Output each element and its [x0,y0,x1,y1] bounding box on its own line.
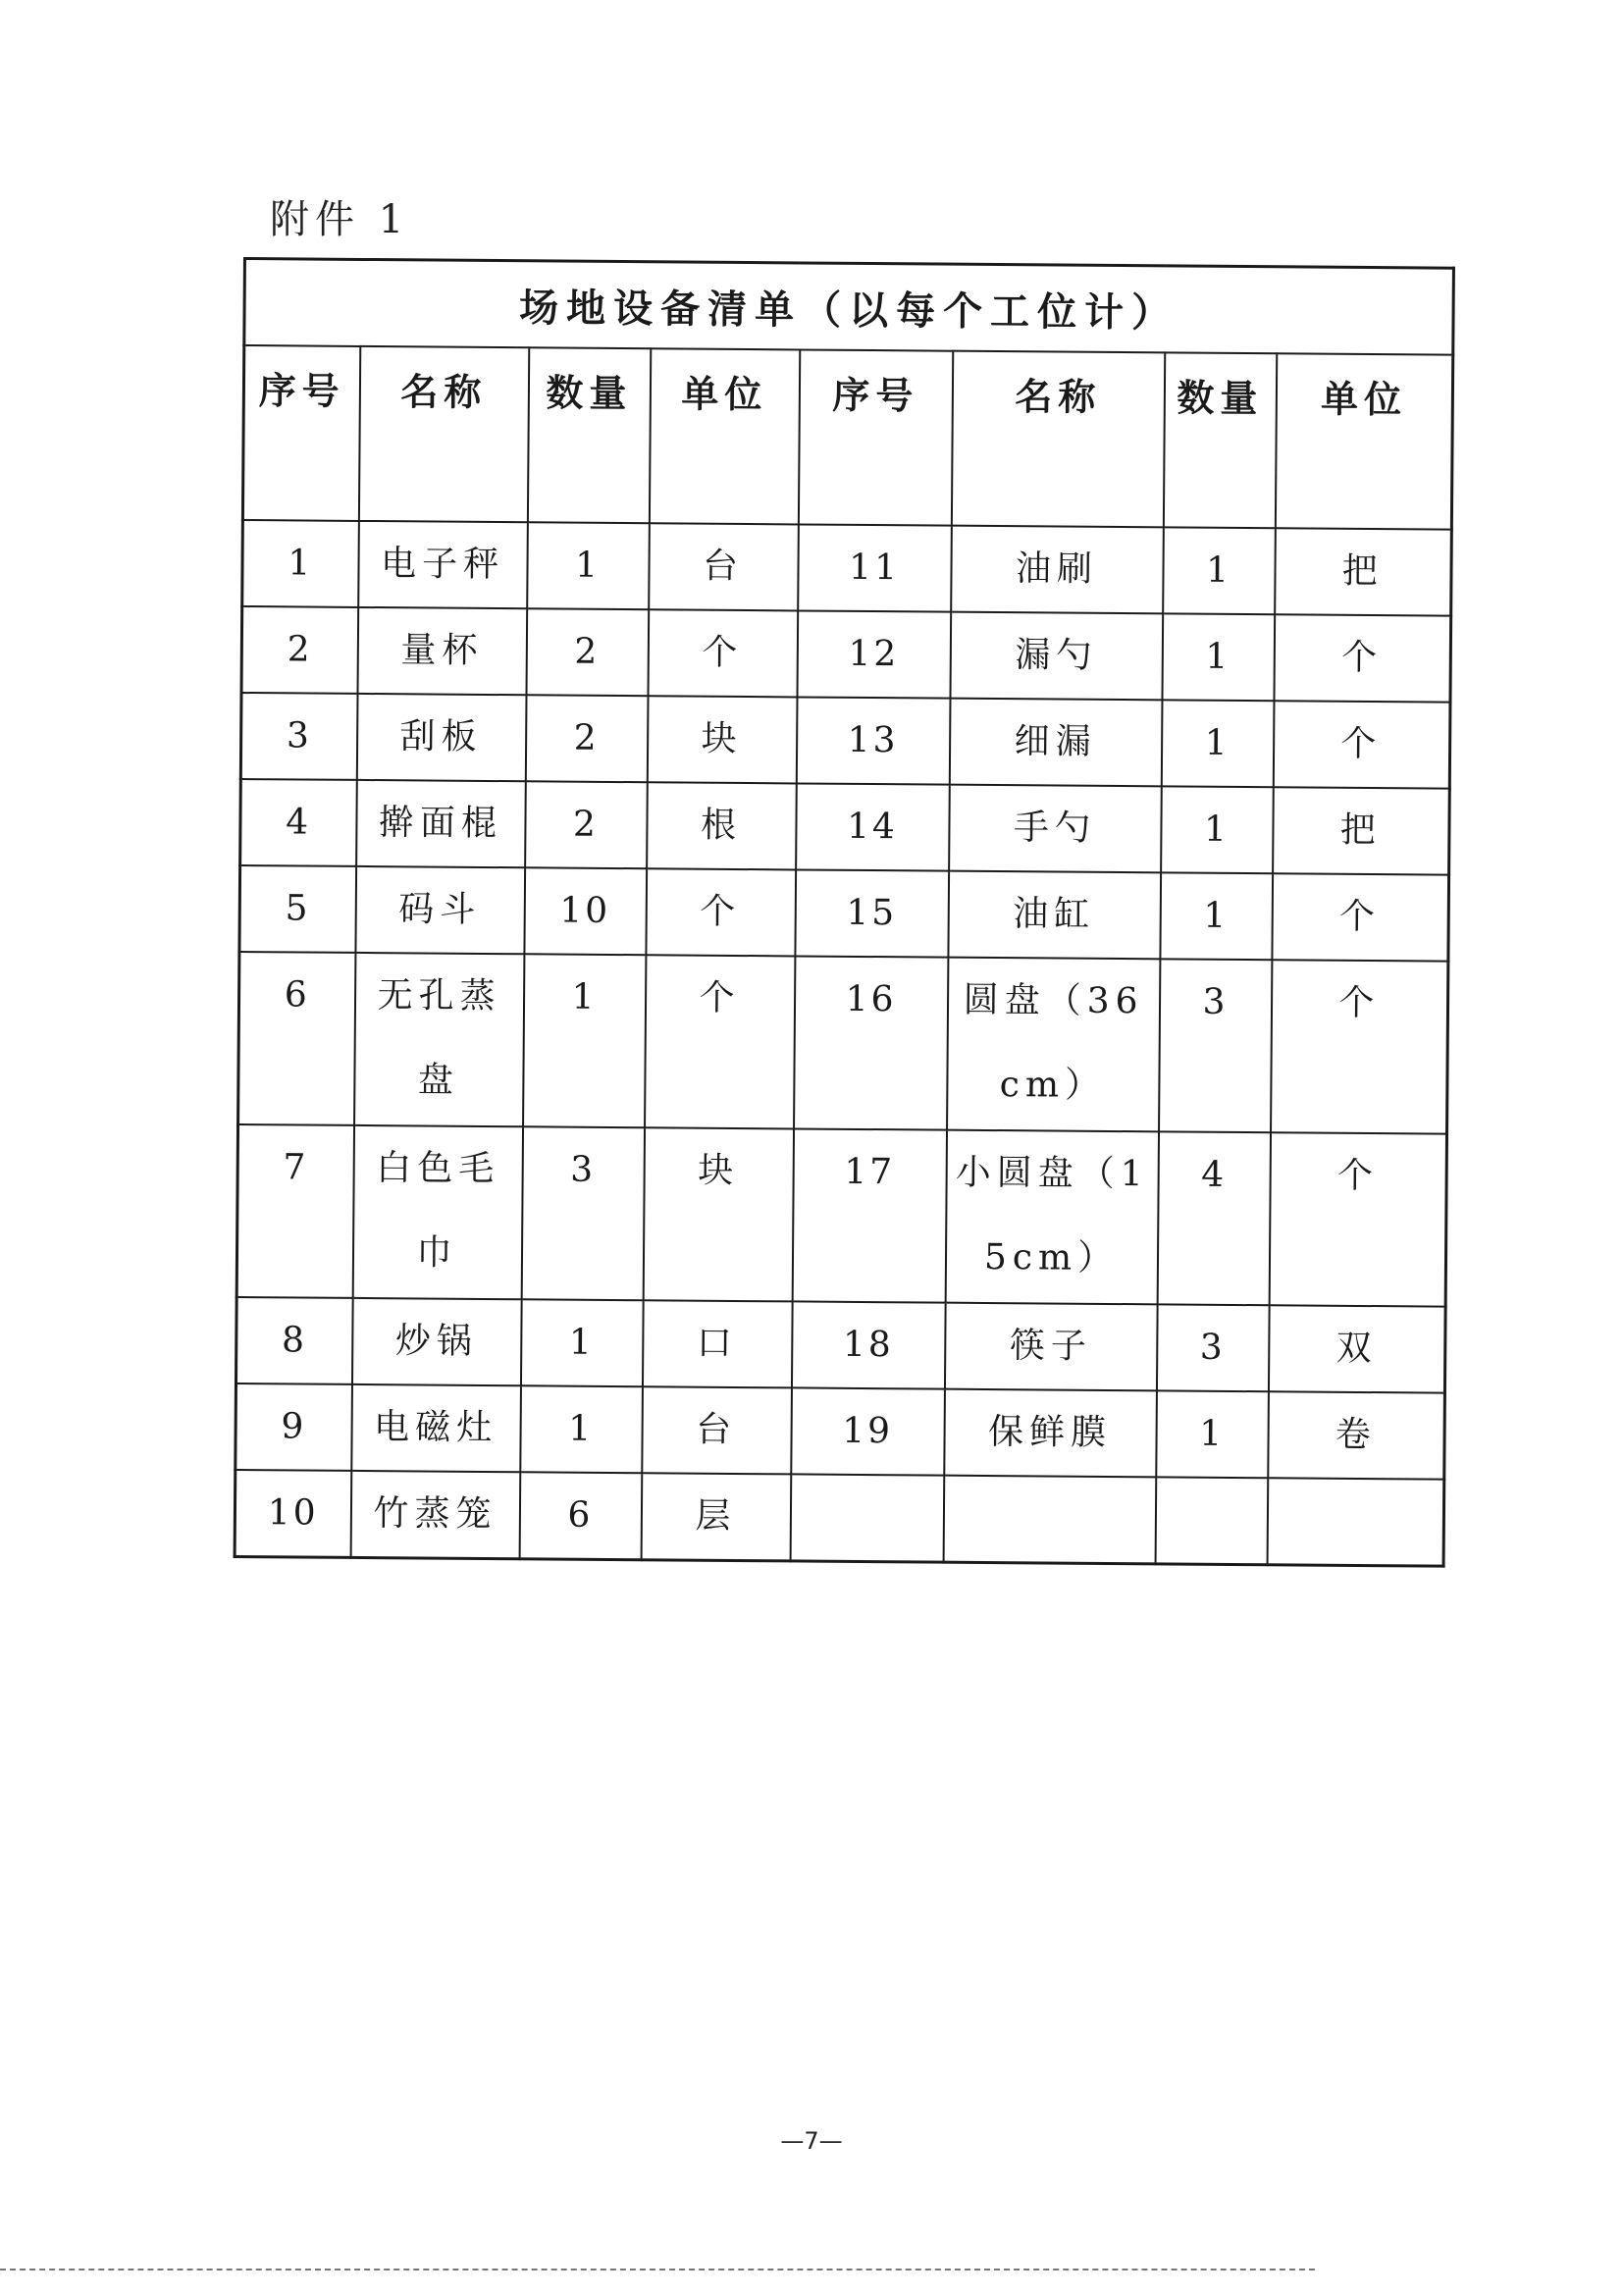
page-number: —7— [780,2127,843,2155]
cell-no-b: 19 [791,1387,945,1475]
cell-no-a: 3 [240,693,357,780]
cell-qty-b: 1 [1163,527,1276,614]
cell-unit-a: 根 [647,782,797,869]
cell-qty-b: 1 [1161,700,1274,787]
table-header-row [242,345,1452,530]
cell-name-b: 油缸 [948,871,1161,960]
cell-no-a: 2 [241,606,358,694]
cell-unit-a: 个 [648,609,798,697]
table-row [236,1297,1445,1393]
equipment-table [234,257,1455,1568]
cell-qty-b: 1 [1162,613,1275,701]
cell-qty-a: 2 [525,781,648,868]
cell-qty-a: 1 [520,1299,643,1386]
cell-unit-b: 卷 [1268,1391,1445,1479]
table-row [240,779,1450,875]
header-name-b: 名称 [951,351,1164,528]
table-row [239,865,1449,962]
table-row [240,693,1450,789]
cell-name-b: 筷子 [944,1303,1157,1391]
cell-qty-a: 2 [526,608,649,696]
cell-qty-a: 1 [520,1385,643,1473]
cell-name-a: 白色毛巾 [352,1125,522,1299]
cell-qty-b: 1 [1160,872,1273,960]
cell-unit-b: 双 [1268,1305,1445,1392]
cell-name-a: 擀面棍 [356,780,526,867]
header-no-a: 序号 [242,345,359,521]
cell-name-b: 细漏 [949,699,1162,787]
cell-name-a: 码斗 [355,866,525,954]
cell-qty-a: 6 [519,1472,642,1559]
cell-no-b: 11 [798,524,952,611]
cell-name-a: 炒锅 [351,1298,521,1385]
table-row [238,952,1448,1134]
cell-name-a: 刮板 [356,694,526,781]
table-row [235,1470,1444,1566]
cell-qty-b: 3 [1159,959,1272,1132]
header-no-b: 序号 [798,349,952,525]
cell-unit-a: 块 [647,696,797,783]
cell-unit-a: 台 [649,523,799,610]
cell-name-b: 漏勺 [950,612,1163,701]
cell-name-b: 保鲜膜 [944,1389,1157,1478]
cell-unit-b: 把 [1275,528,1452,615]
table-row [236,1383,1445,1480]
cell-no-a: 7 [236,1124,353,1298]
cell-qty-b: 1 [1156,1390,1269,1478]
cell-unit-a: 块 [643,1127,793,1301]
cell-unit-b: 个 [1271,960,1448,1133]
cell-no-b: 15 [795,869,949,957]
cell-no-b: 13 [796,697,950,784]
cell-no-b: 17 [792,1128,946,1302]
cell-qty-b: 3 [1156,1304,1269,1391]
cell-qty-a: 2 [525,695,648,782]
cell-no-a: 9 [236,1383,352,1471]
scan-edge-line [0,2269,1315,2270]
header-qty-b: 数量 [1163,352,1276,528]
cell-name-a: 电磁灶 [351,1384,521,1472]
cell-unit-b: 个 [1274,614,1451,702]
cell-name-a: 无孔蒸盘 [354,953,524,1126]
cell-no-a: 5 [239,865,356,953]
cell-no-b: 16 [794,956,948,1129]
cell-unit-a: 层 [641,1473,791,1561]
cell-no-a: 4 [240,779,357,866]
table-row [242,520,1452,616]
cell-qty-b: 1 [1161,786,1274,873]
cell-no-b: 14 [796,783,950,870]
cell-name-b: 油刷 [951,526,1164,614]
cell-unit-b: 把 [1273,787,1450,874]
header-unit-b: 单位 [1275,353,1452,529]
cell-no-b [790,1474,944,1562]
table-title-row [244,259,1454,355]
cell-name-b: 手勺 [949,785,1162,873]
table-title: 场地设备清单（以每个工位计） [244,259,1454,355]
cell-no-a: 6 [238,952,355,1125]
header-name-a: 名称 [358,346,528,522]
cell-name-a: 量杯 [357,607,527,695]
cell-unit-b [1267,1478,1444,1566]
cell-qty-b [1155,1477,1268,1564]
cell-no-a: 1 [242,520,359,607]
cell-name-a: 竹蒸笼 [350,1471,520,1559]
attachment-label: 附件 1 [270,197,410,242]
cell-name-b [943,1476,1156,1564]
cell-unit-a: 个 [645,955,795,1128]
cell-qty-a: 10 [524,867,647,955]
cell-name-b: 圆盘（36cm） [947,958,1160,1132]
cell-qty-a: 1 [527,522,650,609]
cell-no-b: 18 [791,1301,945,1388]
cell-unit-a: 个 [646,868,796,956]
cell-qty-a: 1 [523,954,646,1127]
cell-no-a: 8 [236,1297,352,1384]
cell-name-a: 电子秤 [358,521,528,608]
table-row [241,606,1451,703]
cell-unit-b: 个 [1272,873,1449,961]
cell-unit-b: 个 [1273,701,1450,788]
cell-unit-a: 台 [642,1386,792,1474]
cell-no-b: 12 [797,610,951,698]
cell-qty-b: 4 [1157,1131,1270,1305]
cell-qty-a: 3 [521,1126,644,1300]
cell-name-b: 小圆盘（15cm） [945,1130,1158,1305]
cell-unit-a: 口 [642,1300,792,1387]
header-unit-a: 单位 [649,348,799,524]
cell-unit-b: 个 [1269,1132,1446,1306]
cell-no-a: 10 [235,1470,351,1557]
table-row [236,1124,1446,1307]
header-qty-a: 数量 [527,347,650,523]
